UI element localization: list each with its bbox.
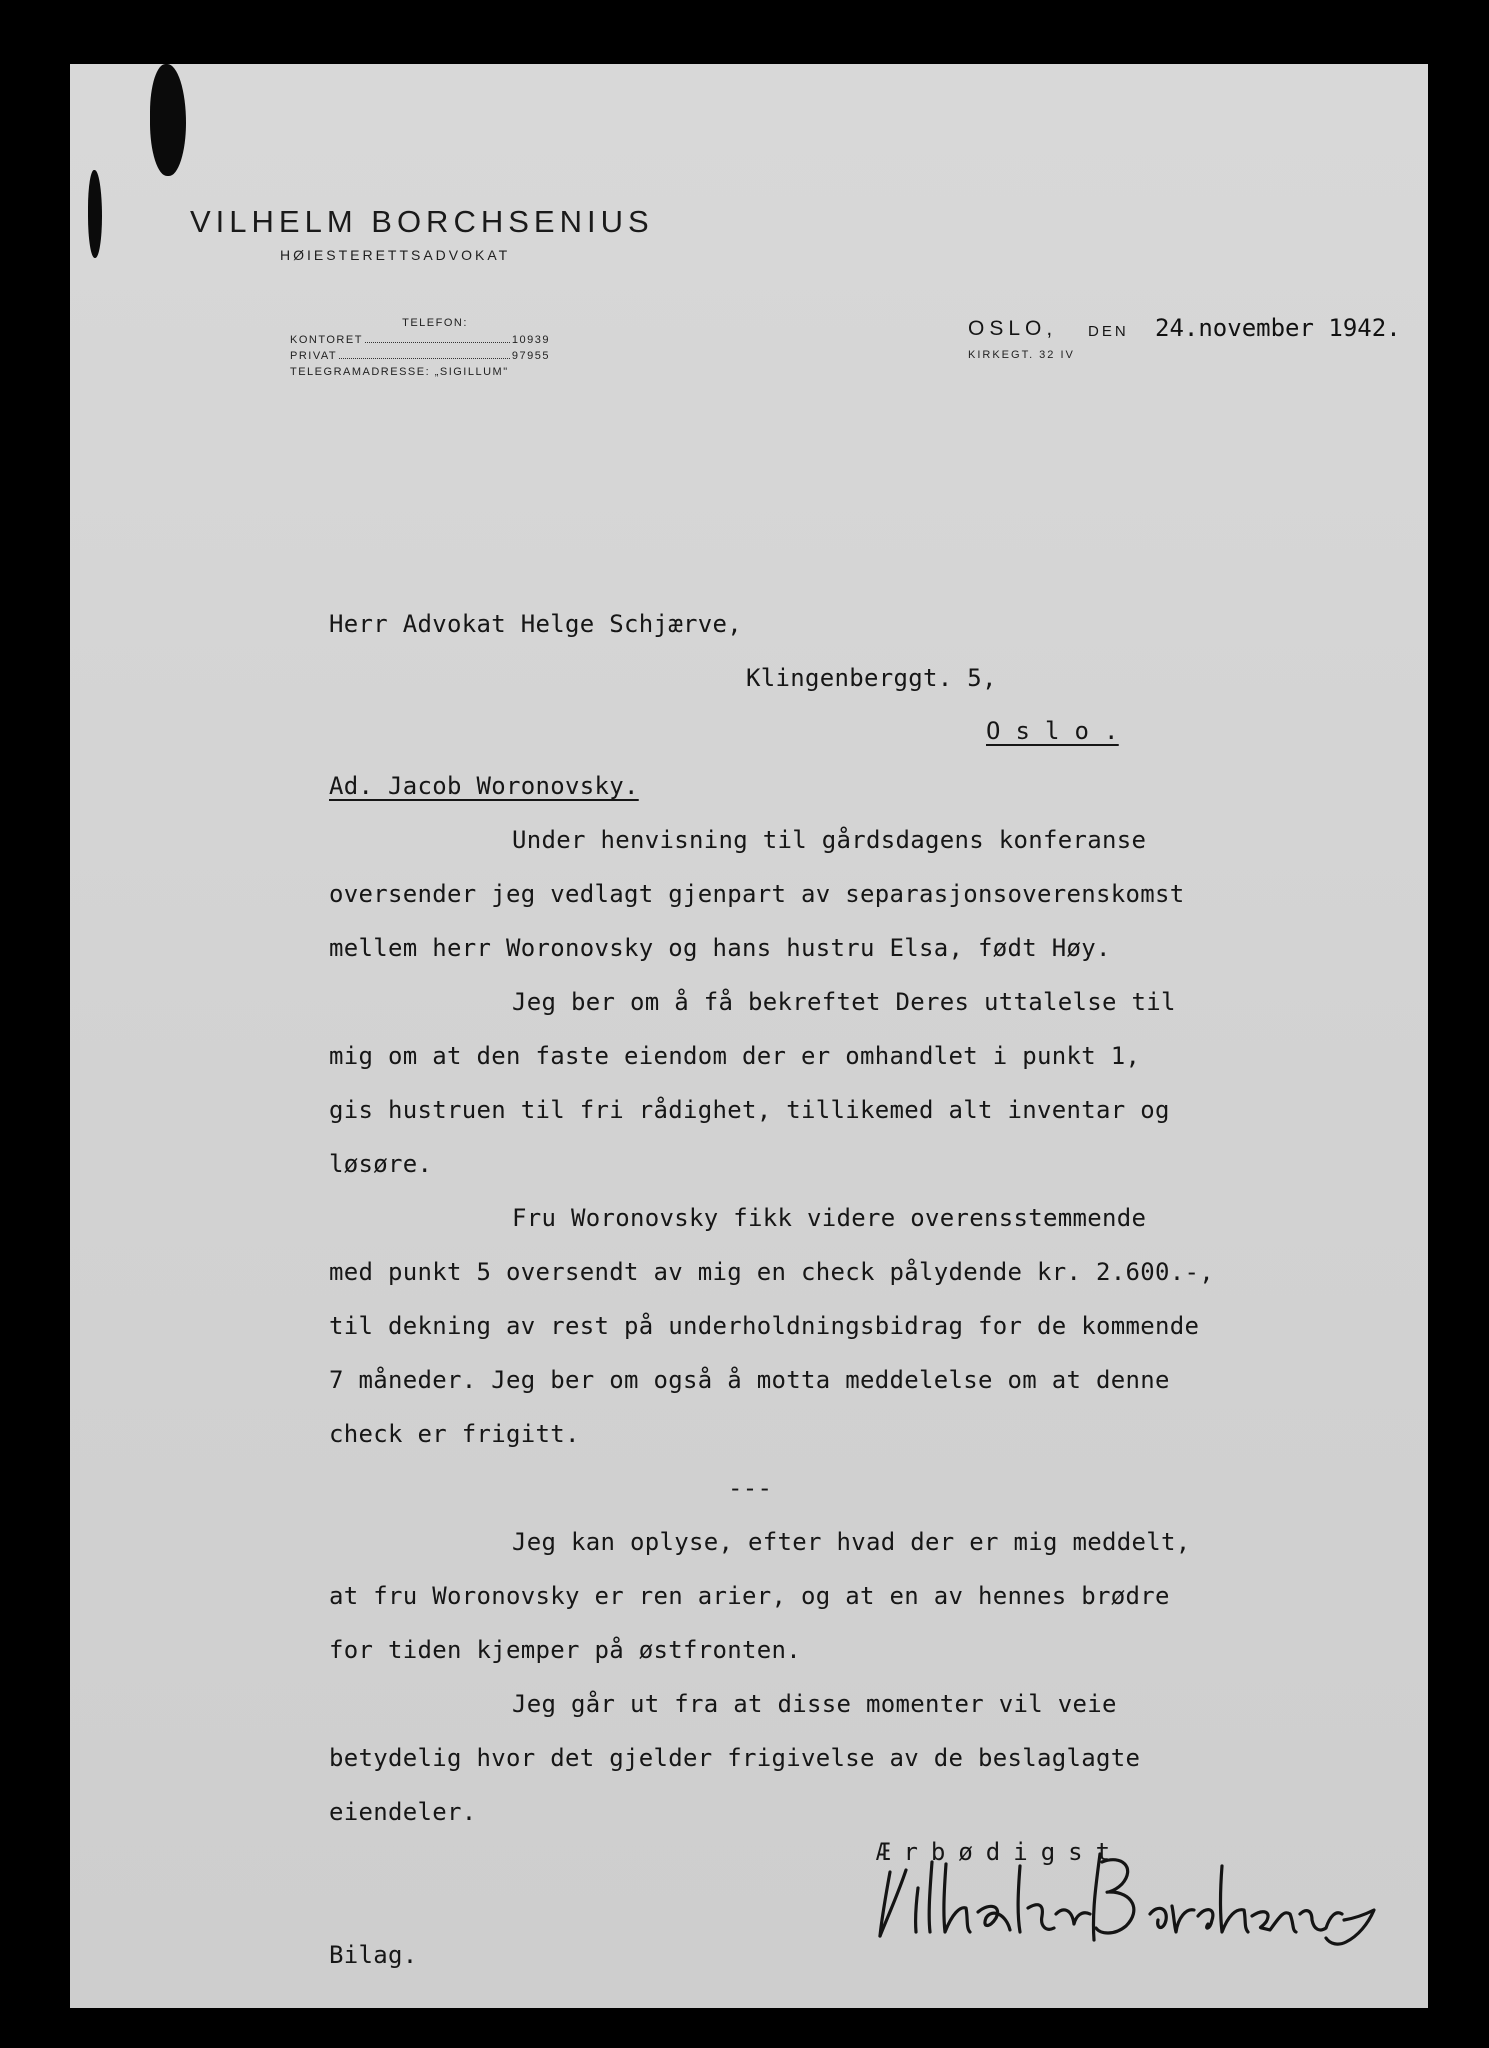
body-line: Fru Woronovsky fikk videre overensstemmende (512, 1204, 1147, 1232)
letter-date: 24.november 1942. (1155, 314, 1401, 342)
body-line: løsøre. (329, 1150, 433, 1178)
letter-page (70, 64, 1428, 2008)
body-line: eiendeler. (329, 1798, 477, 1826)
office-number: 10939 (511, 334, 550, 346)
address-line-1: Herr Advokat Helge Schjærve, (329, 610, 742, 638)
body-line: 7 måneder. Jeg ber om også å motta meddelelse om at denne (329, 1366, 1170, 1394)
office-phone-row (290, 334, 550, 350)
closing: Ærbødigst (876, 1838, 1124, 1866)
subject-line: Ad. Jacob Woronovsky. (329, 772, 639, 800)
body-line: Under henvisning til gårdsdagens konferanse (512, 826, 1147, 854)
body-line: mig om at den faste eiendom der er omhandlet i punkt 1, (329, 1042, 1141, 1070)
body-line: check er frigitt. (329, 1420, 580, 1448)
enclosure: Bilag. (329, 1941, 418, 1969)
telegram-row (290, 366, 550, 382)
handwritten-signature (860, 1844, 1380, 1954)
private-number: 97955 (511, 350, 550, 362)
dotted-leader (365, 341, 510, 343)
body-line: Jeg går ut fra at disse momenter vil veie (512, 1690, 1117, 1718)
body-line: gis hustruen til fri rådighet, tillikemed alt inventar og (329, 1096, 1170, 1124)
contact-block (290, 317, 550, 382)
punch-hole-mark (88, 170, 102, 258)
address-line-3: O s l o . (986, 717, 1119, 745)
body-line: Jeg ber om å få bekreftet Deres uttalelse til (512, 988, 1176, 1016)
dateline-city: OSLO, (968, 317, 1058, 340)
letterhead-name: VILHELM BORCHSENIUS (190, 204, 654, 239)
private-phone-row (290, 350, 550, 366)
body-line: til dekning av rest på underholdningsbidrag for de kommende (329, 1312, 1200, 1340)
body-line: oversender jeg vedlagt gjenpart av separasjonsoverenskomst (329, 880, 1185, 908)
dotted-leader (339, 357, 510, 359)
letterhead-title: HØIESTERETTSADVOKAT (280, 247, 511, 263)
body-line: at fru Woronovsky er ren arier, og at en av hennes brødre (329, 1582, 1170, 1610)
address-line-2: Klingenberggt. 5, (746, 664, 997, 692)
dateline-street: KIRKEGT. 32 IV (968, 349, 1075, 361)
body-line: betydelig hvor det gjelder frigivelse av de beslaglagte (329, 1744, 1141, 1772)
body-line: Jeg kan oplyse, efter hvad der er mig meddelt, (512, 1528, 1191, 1556)
private-label: PRIVAT (290, 350, 338, 362)
punch-hole (150, 64, 186, 176)
phone-heading: TELEFON: (402, 317, 468, 329)
dateline-den: DEN (1088, 323, 1129, 340)
body-line: mellem herr Woronovsky og hans hustru Elsa, født Høy. (329, 934, 1111, 962)
office-label: KONTORET (290, 334, 363, 346)
body-line: for tiden kjemper på østfronten. (329, 1636, 801, 1664)
telegram-address: TELEGRAMADRESSE: „SIGILLUM" (290, 366, 509, 378)
body-line: med punkt 5 oversendt av mig en check pålydende kr. 2.600.-, (329, 1258, 1214, 1286)
section-separator: --- (728, 1474, 773, 1502)
